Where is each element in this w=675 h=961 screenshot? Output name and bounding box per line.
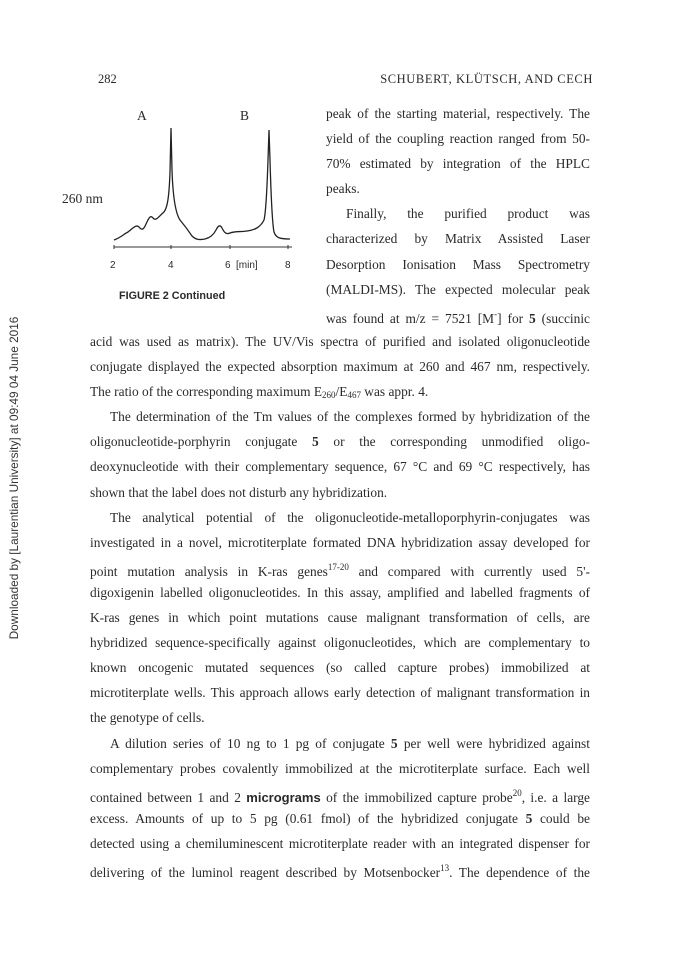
text-line: microtiterplate wells. This approach allows early detection of malignant transformation in [90,685,590,701]
text-line: detected using a chemiluminescent microtiterplate reader with an integrated dispenser for [90,835,590,851]
text-line [90,429,590,454]
download-watermark: Downloaded by [Laurentian University] at 09:49 04 June 2016 [7,316,21,640]
text-line: investigated in a novel, microtiterplate formated DNA hybridization assay developed for [90,534,590,550]
compound-number: 5 [390,735,398,751]
right-column-text [326,101,590,327]
text-line: the genotype of cells. [90,710,205,726]
superscript: 17-20 [327,561,349,572]
tick-label: 6 [225,260,231,271]
text-line [326,302,590,327]
text-run: ] for [497,310,530,326]
text-line [90,379,590,404]
text-line: yield of the coupling reaction ranged from 50- [326,131,590,147]
page-number: 282 [98,72,117,86]
compound-number: 5 [529,310,536,326]
text-line: hybridized sequence-specifically against oligonucleotides, which are complementary to [90,635,590,651]
text-line: Desorption Ionisation Mass Spectrometry [326,256,590,272]
text-line: known oncogenic mutated sequences (so called capture probes) immobilized at [90,660,590,676]
text-run: could be [532,810,590,826]
text-line: conjugate displayed the expected absorption maximum at 260 and 467 nm, respectively. [90,359,590,375]
subscript: 260 [322,390,336,401]
text-line: shown that the label does not disturb any hybridization. [90,484,388,500]
running-head: SCHUBERT, KLÜTSCH, AND CECH [380,72,593,86]
text-line: complementary probes covalently immobilized at the microtiterplate surface. Each well [90,760,590,776]
text-run: excess. Amounts of up to 5 pg (0.61 fmol) of the hybridized conjugate [90,810,526,826]
figure-caption: FIGURE 2 Continued [119,290,226,302]
main-text [90,329,590,881]
subscript: 467 [347,390,361,401]
tick-label: 8 [285,260,291,271]
text-run: The ratio of the corresponding maximum E [90,384,323,400]
text-line: deoxynucleotide with their complementary sequence, 67 °C and 69 °C respectively, has [90,459,590,475]
tick-unit-label: [min] [236,260,258,271]
text-line: characterized by Matrix Assisted Laser [326,231,590,247]
text-line [90,856,590,881]
text-line [90,806,590,831]
text-line: Finally, the purified product was [346,206,590,222]
text-run: . The dependence of the [449,864,590,880]
tick-label: 2 [110,260,116,271]
text-run: (succinic [535,310,590,326]
superscript: - [494,308,498,319]
peak-label-a: A [137,108,147,123]
text-run: was found at m/z = 7521 [M [326,310,495,326]
text-line [90,731,590,756]
bold-term: micrograms [246,789,321,805]
text-run: , i.e. a large [521,789,590,805]
text-line [90,781,590,806]
text-run: A dilution series of 10 ng to 1 pg of conjugate [110,735,391,751]
text-run: of the immobilized capture probe [320,789,513,805]
text-line: peaks. [326,181,360,197]
text-run: and compared with currently used 5'- [348,563,590,579]
wavelength-label: 260 nm [62,191,103,206]
text-run: point mutation analysis in K-ras genes [90,563,328,579]
text-line: acid was used as matrix). The UV/Vis spectra of purified and isolated oligonucleotide [90,334,590,349]
text-run: /E [335,384,348,400]
text-run: delivering of the luminol reagent described by Motsenbocker [90,864,441,880]
compound-number: 5 [525,810,533,826]
text-line: peak of the starting material, respectively. The [326,106,590,121]
chromatogram-plot [92,100,314,270]
text-run: per well were hybridized against [397,735,590,751]
superscript: 13 [440,862,450,873]
compound-number: 5 [312,434,319,450]
peak-label-b: B [240,108,250,123]
chromatogram-figure [62,100,314,312]
text-line: (MALDI-MS). The expected molecular peak [326,281,590,297]
text-line [90,555,590,580]
text-line: The analytical potential of the oligonucleotide-metalloporphyrin-conjugates was [110,509,590,525]
text-line: K-ras genes in which point mutations cause malignant transformation of cells, are [90,610,590,626]
text-line: digoxigenin labelled oligonucleotides. In this assay, amplified and labelled fragments of [90,584,590,600]
text-line: The determination of the Tm values of the complexes formed by hybridization of the [110,409,590,425]
superscript: 20 [512,787,522,798]
text-run: contained between 1 and 2 [90,789,247,805]
text-run: oligonucleotide-porphyrin conjugate [90,434,312,450]
chromatogram-trace [114,128,290,240]
tick-label: 4 [168,260,174,271]
text-run: or the corresponding unmodified oligo- [318,434,590,450]
text-run: was appr. 4. [360,384,429,400]
text-line: 70% estimated by integration of the HPLC [326,156,590,172]
